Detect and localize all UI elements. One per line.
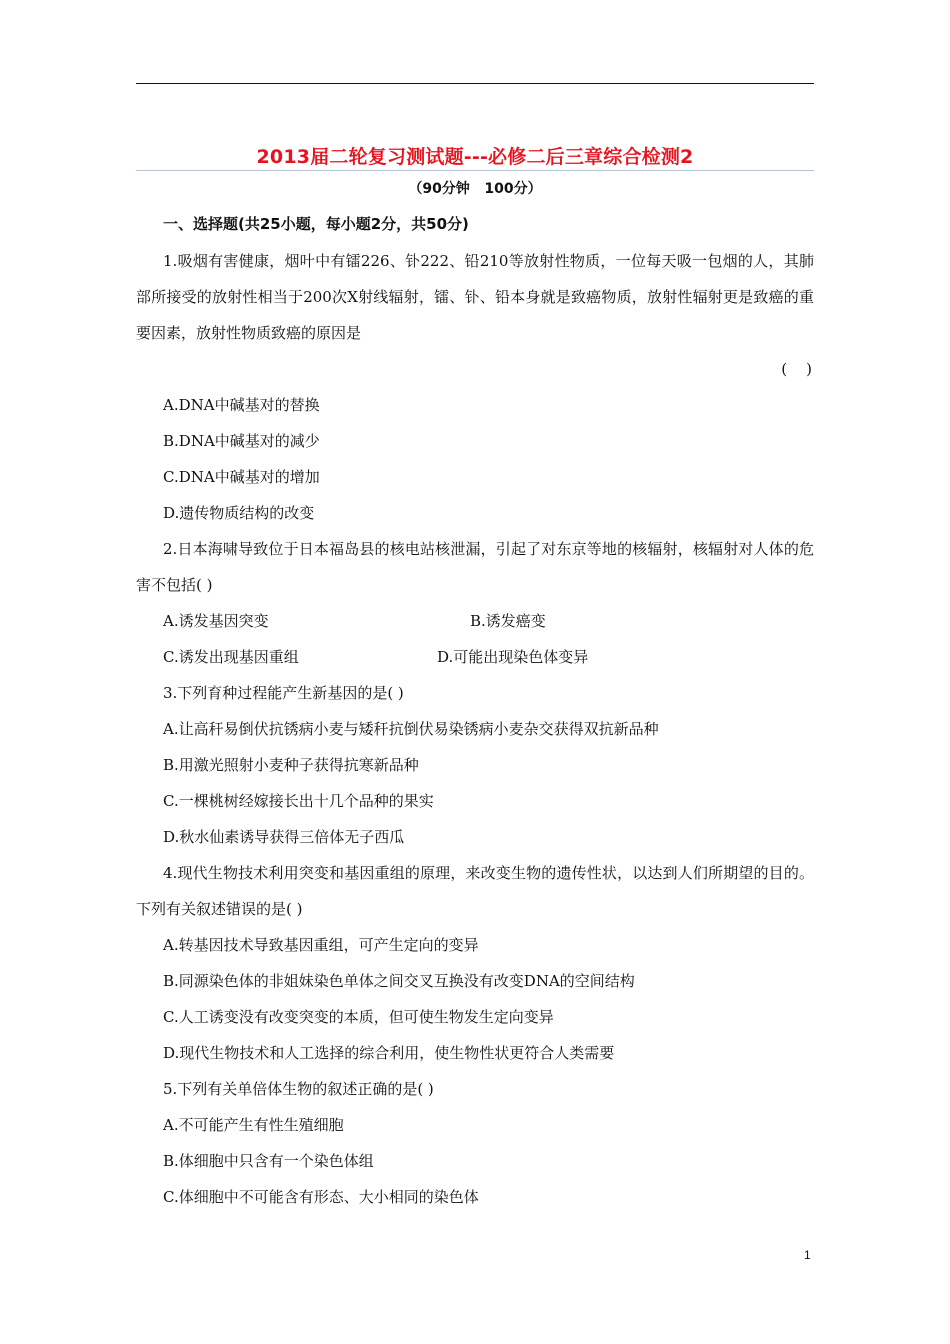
option: C.DNA中碱基对的增加	[163, 468, 320, 486]
option: C.人工诱变没有改变突变的本质，但可使生物发生定向变异	[163, 1008, 554, 1026]
option: A.DNA中碱基对的替换	[163, 396, 320, 414]
question-stem: 1.吸烟有害健康，烟叶中有镭226、钋222、铅210等放射性物质，一位每天吸一包烟的人，其肺部所接受的放射性相当于200次X射线辐射，镭、钋、铅本身就是致癌物质，放射性辐射更是致癌的重要因素，放射性物质致癌的原因是	[136, 252, 814, 342]
question-list	[136, 243, 814, 1215]
option: D.秋水仙素诱导获得三倍体无子西瓜	[163, 828, 405, 846]
question-stem: 2.日本海啸导致位于日本福岛县的核电站核泄漏，引起了对东京等地的核辐射，核辐射对人体的危害不包括( )	[136, 540, 814, 594]
option: B.体细胞中只含有一个染色体组	[163, 1152, 374, 1170]
option: B.诱发癌变	[470, 612, 546, 630]
document-title: 2013届二轮复习测试题---必修二后三章综合检测2	[256, 146, 694, 168]
option: D.遗传物质结构的改变	[163, 504, 315, 522]
option-row	[136, 639, 814, 675]
exam-duration-score: （90分钟 100分）	[408, 181, 542, 197]
section-heading: 一、选择题(共25小题，每小题2分，共50分)	[163, 215, 469, 233]
header-rule	[136, 83, 814, 84]
option: A.不可能产生有性生殖细胞	[163, 1116, 344, 1134]
option: D.可能出现染色体变异	[437, 648, 589, 666]
option: B.同源染色体的非姐妹染色单体之间交叉互换没有改变DNA的空间结构	[163, 972, 635, 990]
option-row	[136, 603, 814, 639]
page-number: 1	[804, 1248, 811, 1262]
answer-blank: ( )	[781, 360, 812, 378]
option: C.体细胞中不可能含有形态、大小相同的染色体	[163, 1188, 479, 1206]
option: C.诱发出现基因重组	[163, 648, 299, 666]
option: C.一棵桃树经嫁接长出十几个品种的果实	[163, 792, 434, 810]
option: A.诱发基因突变	[163, 612, 269, 630]
question-stem: 4.现代生物技术利用突变和基因重组的原理，来改变生物的遗传性状，以达到人们所期望的目的。下列有关叙述错误的是( )	[136, 864, 814, 918]
title-underline	[136, 170, 814, 171]
option: A.转基因技术导致基因重组，可产生定向的变异	[163, 936, 479, 954]
question-stem: 3.下列育种过程能产生新基因的是( )	[163, 684, 404, 702]
option: D.现代生物技术和人工选择的综合利用，使生物性状更符合人类需要	[163, 1044, 615, 1062]
question-stem: 5.下列有关单倍体生物的叙述正确的是( )	[163, 1080, 434, 1098]
option: B.用激光照射小麦种子获得抗寒新品种	[163, 756, 419, 774]
option: B.DNA中碱基对的减少	[163, 432, 320, 450]
option: A.让高秆易倒伏抗锈病小麦与矮秆抗倒伏易染锈病小麦杂交获得双抗新品种	[163, 720, 659, 738]
